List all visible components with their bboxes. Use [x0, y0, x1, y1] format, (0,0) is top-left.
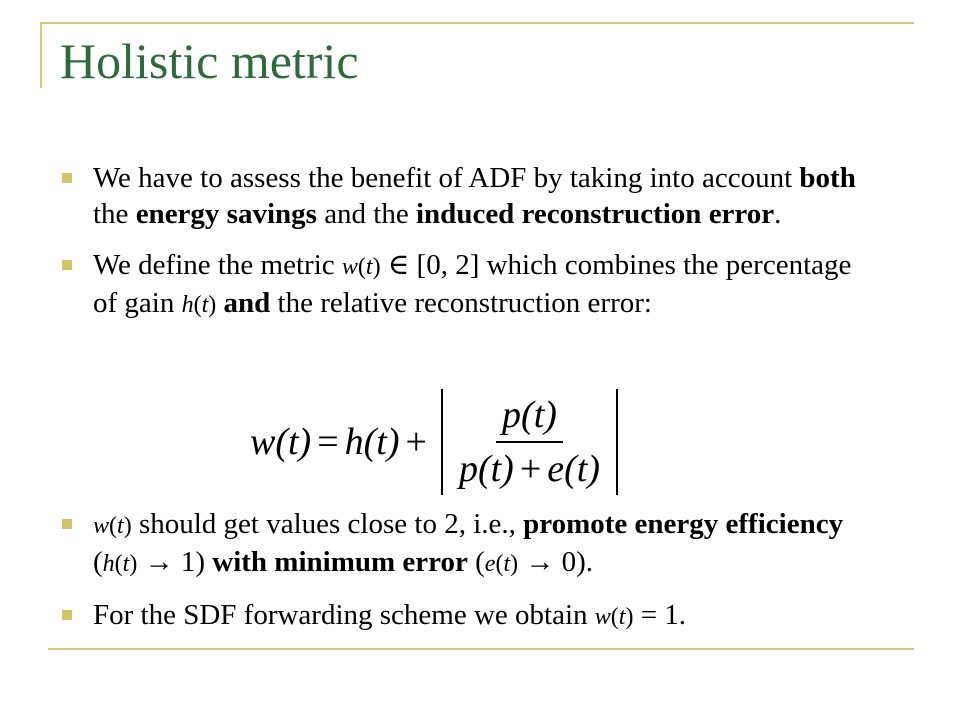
bullet-item-2: We define the metric w(t) ∈ [0, 2] which combines the percentage of gain h(t) and the relative reconstruction error: [60, 247, 880, 323]
formula-absolute-value [441, 389, 618, 495]
top-rule [42, 22, 914, 24]
bullet-item-3: w(t) should get values close to 2, i.e., promote energy efficiency (h(t) → 1) with minimum error (e(t) → 0). [60, 506, 880, 582]
formula-h-term: h(t) [344, 421, 400, 463]
formula-denominator: p(t) + e(t) [458, 448, 601, 490]
bullet-list-2 [60, 506, 880, 650]
formula-numerator: p(t) [496, 393, 563, 443]
slide-title: Holistic metric [60, 33, 359, 89]
formula-lhs: w(t) [250, 421, 312, 463]
left-rule [40, 22, 42, 88]
metric-formula [250, 386, 650, 498]
formula-equals: = [317, 421, 339, 463]
formula-plus: + [405, 421, 427, 463]
bullet-item-4: For the SDF forwarding scheme we obtain w(t) = 1. [60, 597, 880, 635]
bullet-list [60, 160, 880, 338]
formula-fraction [453, 393, 606, 491]
bullet-item-1: We have to assess the benefit of ADF by taking into account both the energy savings and the induced reconstruction error. [60, 160, 880, 232]
